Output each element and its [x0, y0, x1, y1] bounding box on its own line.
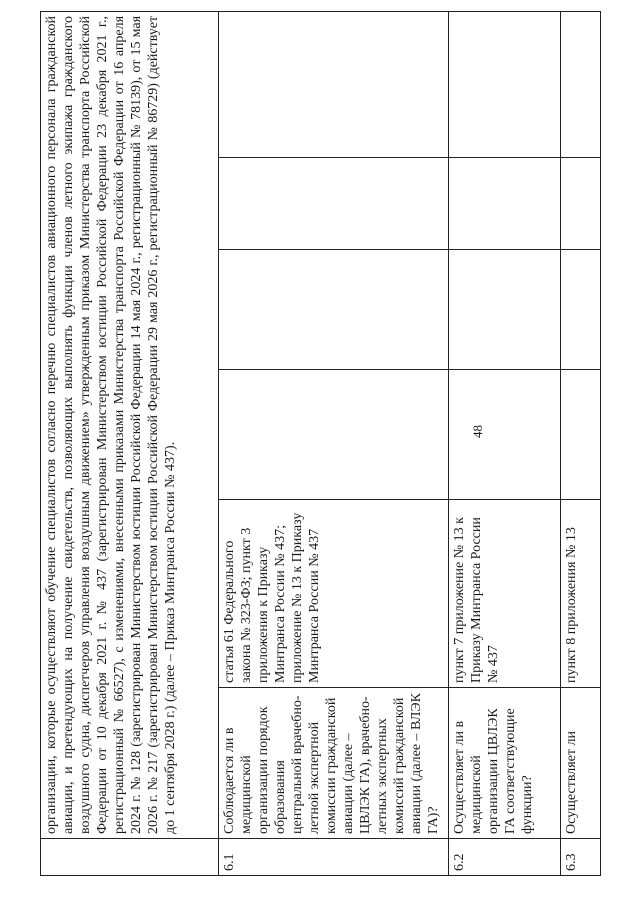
empty-cell	[561, 11, 601, 157]
empty-cell	[219, 370, 449, 500]
table-row	[219, 11, 449, 875]
empty-cell	[561, 250, 601, 370]
rotated-document	[40, 12, 600, 876]
row-number: 6.2	[449, 839, 561, 876]
row-question: Соблюдается ли в медицинской организации порядок образования центральной врачебно-летной экспертной комиссии гражданской авиации (далее – ЦВЛЭК ГА), врачебно-летных экспертных комиссий гражданской авиации (далее – ВЛЭК ГА)?	[219, 688, 449, 839]
row-number: 6.1	[219, 839, 449, 876]
table-row	[449, 11, 561, 875]
empty-cell	[449, 250, 561, 370]
row-reference: пункт 8 приложения № 13	[561, 500, 601, 688]
table-row	[41, 11, 219, 875]
row-number: 6.3	[561, 839, 601, 876]
row-reference: пункт 7 приложение № 13 к Приказу Минтранса России № 437	[449, 500, 561, 688]
checklist-table	[40, 11, 601, 876]
row-question: Осуществляет ли в медицинской организации ЦВЛЭК ГА соответствующие функции?	[449, 688, 561, 839]
row-question: Осуществляет ли	[561, 688, 601, 839]
empty-cell	[219, 11, 449, 157]
empty-cell	[219, 158, 449, 250]
empty-cell	[449, 370, 561, 500]
empty-cell	[41, 839, 219, 876]
row-reference: статья 61 Федерального закона № 323-ФЗ; пункт 3 приложения к Приказу Минтранса России № 437; приложение № 13 к Приказу Минтранса России № 437	[219, 500, 449, 688]
intro-text: организации, которые осуществляют обучение специалистов согласно перечню специалистов авиационного персонала гражданской авиации, и претендующих на получение свидетельств, позволяющих выполнять функции членов летного экипажа гражданского воздушного судна, диспетчеров управления воздушным движением» утвержденным приказом Министерства транспорта Российской Федерации от 10 декабря 2021 г. № 437 (зарегистрирован Министерством юстиции Российской Федерации 23 декабря 2021 г., регистрационный № 66527), с изменениями, внесенными приказами Министерства транспорта Российской Федерации от 16 апреля 2024 г. № 128 (зарегистрирован Министерством юстиции Российской Федерации 14 мая 2024 г., регистрационный № 78139), от 15 мая 2026 г. № 217 (зарегистрирован Министерством юстиции Российской Федерации 29 мая 2026 г., регистрационный № 86729) (действует до 1 сентября 2028 г.) (далее – Приказ Минтранса России № 437).	[41, 11, 219, 838]
empty-cell	[449, 158, 561, 250]
empty-cell	[561, 370, 601, 500]
page-number: 48	[470, 425, 485, 438]
empty-cell	[219, 250, 449, 370]
empty-cell	[449, 11, 561, 157]
empty-cell	[561, 158, 601, 250]
table-row	[561, 11, 601, 875]
